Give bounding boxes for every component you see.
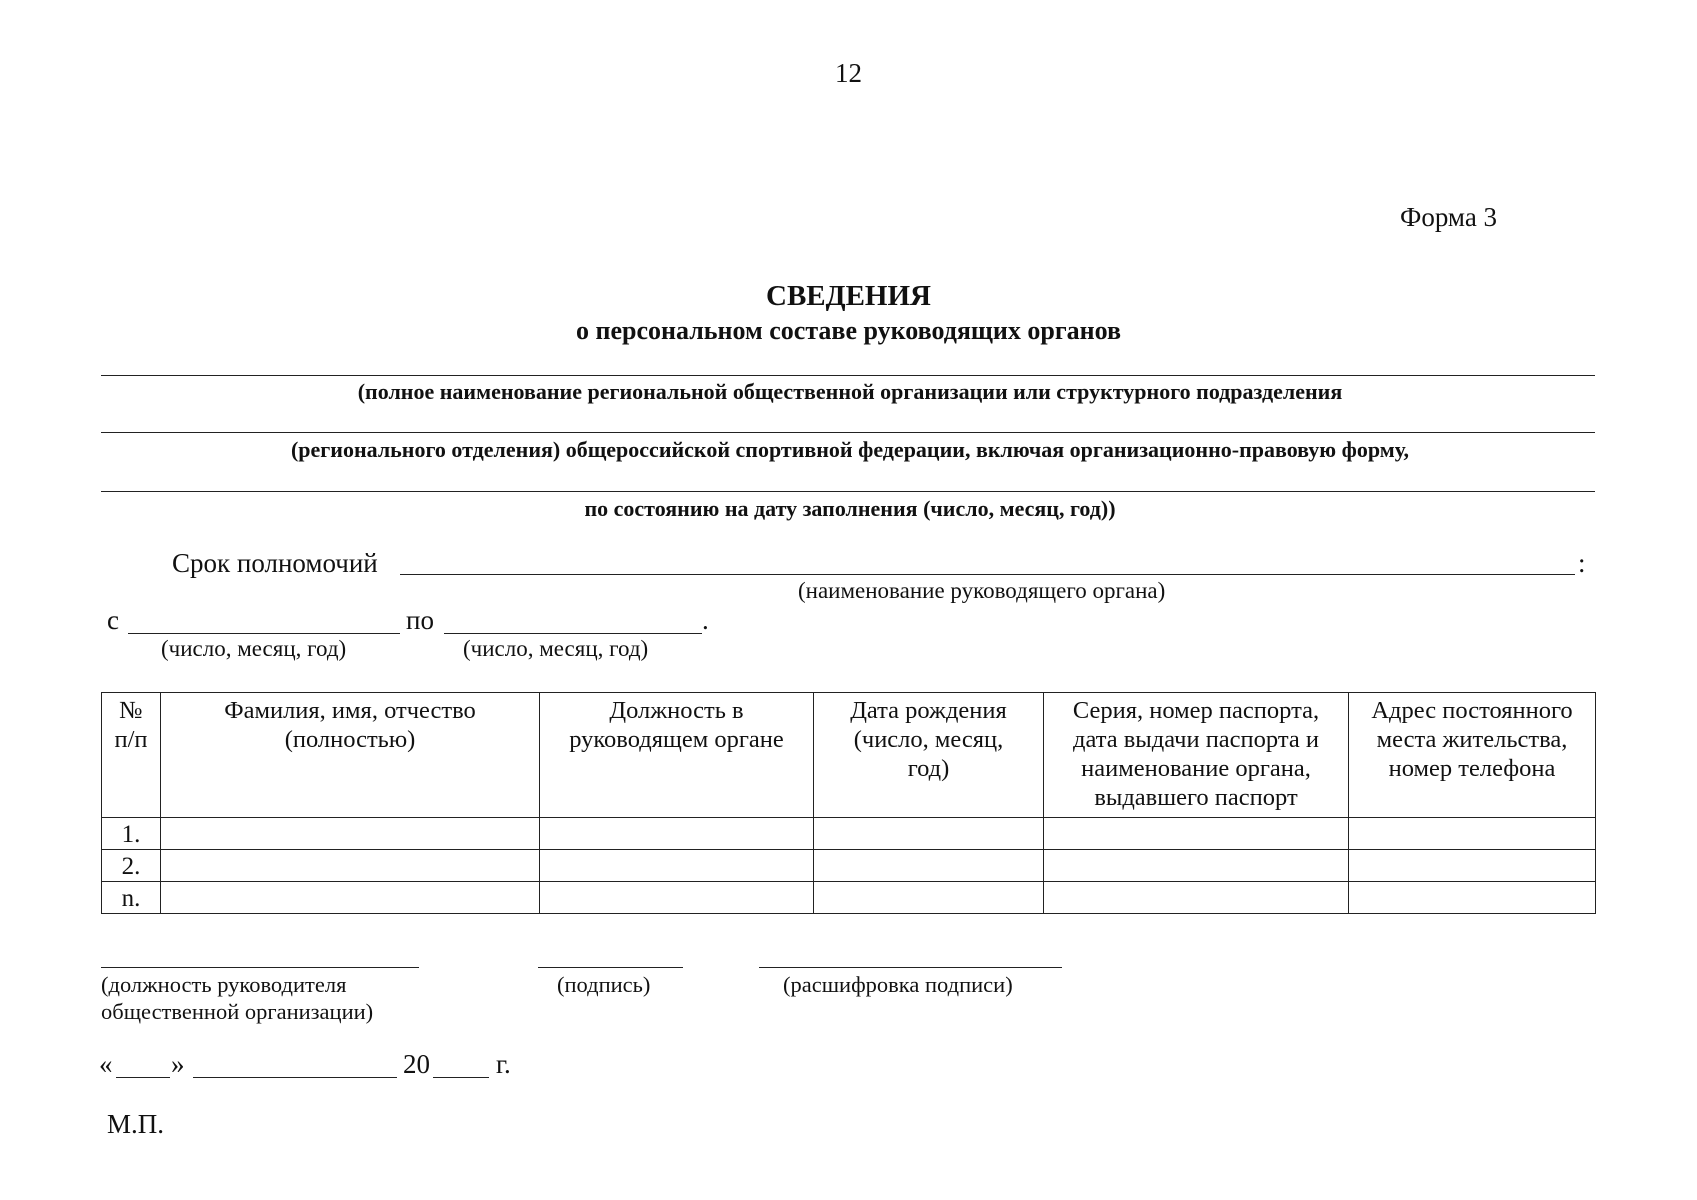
- birth-date-cell[interactable]: [814, 850, 1044, 882]
- governing-body-field[interactable]: [400, 574, 1575, 575]
- date-year-suffix: г.: [496, 1049, 511, 1079]
- position-cell[interactable]: [540, 818, 814, 850]
- column-header-position: Должность в руководящем органе: [540, 693, 814, 818]
- to-date-caption: (число, месяц, год): [463, 636, 649, 661]
- document-title: СВЕДЕНИЯ: [766, 280, 931, 312]
- table-header-row: [102, 693, 1596, 818]
- column-header-passport: Серия, номер паспорта, дата выдачи паспорта и наименование органа, выдавшего паспорт: [1044, 693, 1349, 818]
- date-day-field[interactable]: [116, 1077, 170, 1078]
- address-cell[interactable]: [1349, 850, 1596, 882]
- document-subtitle: о персональном составе руководящих органов: [575, 316, 1122, 345]
- signature-decode-field[interactable]: [759, 967, 1062, 968]
- term-label: Срок полномочий: [172, 548, 378, 578]
- birth-date-cell[interactable]: [814, 882, 1044, 914]
- from-date-caption: (число, месяц, год): [161, 636, 347, 661]
- from-label: с: [107, 605, 119, 635]
- row-number: 2.: [102, 850, 161, 882]
- passport-cell[interactable]: [1044, 850, 1349, 882]
- governing-body-caption: (наименование руководящего органа): [798, 578, 1166, 603]
- stamp-placeholder: М.П.: [107, 1109, 165, 1139]
- org-caption-line-3: по состоянию на дату заполнения (число, месяц, год)): [584, 496, 1116, 521]
- column-header-number: № п/п: [102, 693, 161, 818]
- passport-cell[interactable]: [1044, 818, 1349, 850]
- to-label: по: [406, 605, 434, 635]
- org-name-line-1[interactable]: [101, 375, 1595, 376]
- org-caption-line-2: (регионального отделения) общероссийской спортивной федерации, включая организационно-правовую форму,: [290, 437, 1410, 462]
- birth-date-cell[interactable]: [814, 818, 1044, 850]
- column-header-birth-date: Дата рождения (число, месяц, год): [814, 693, 1044, 818]
- term-colon: :: [1578, 548, 1586, 578]
- period-mark: .: [702, 605, 709, 635]
- address-cell[interactable]: [1349, 818, 1596, 850]
- row-number: n.: [102, 882, 161, 914]
- full-name-cell[interactable]: [161, 850, 540, 882]
- org-caption-line-1: (полное наименование региональной общественной организации или структурного подразделения: [357, 379, 1343, 404]
- table-row: [102, 882, 1596, 914]
- table-row: [102, 850, 1596, 882]
- row-number: 1.: [102, 818, 161, 850]
- date-open-quote: «: [99, 1049, 113, 1079]
- page-number: 12: [835, 58, 862, 88]
- date-year-field[interactable]: [433, 1077, 489, 1078]
- address-cell[interactable]: [1349, 882, 1596, 914]
- table-row: [102, 818, 1596, 850]
- passport-cell[interactable]: [1044, 882, 1349, 914]
- full-name-cell[interactable]: [161, 882, 540, 914]
- org-name-line-3[interactable]: [101, 491, 1595, 492]
- form-label: Форма 3: [1400, 202, 1498, 232]
- date-century: 20: [403, 1049, 430, 1079]
- position-cell[interactable]: [540, 882, 814, 914]
- org-name-line-2[interactable]: [101, 432, 1595, 433]
- date-close-quote: »: [171, 1049, 185, 1079]
- column-header-full-name: Фамилия, имя, отчество (полностью): [161, 693, 540, 818]
- full-name-cell[interactable]: [161, 818, 540, 850]
- signature-caption: (подпись): [557, 972, 651, 997]
- position-caption-line-1: (должность руководителя: [101, 972, 347, 997]
- position-cell[interactable]: [540, 850, 814, 882]
- signature-decode-caption: (расшифровка подписи): [783, 972, 1013, 997]
- to-date-field[interactable]: [444, 633, 702, 634]
- position-field[interactable]: [101, 967, 419, 968]
- column-header-address: Адрес постоянного места жительства, номер телефона: [1349, 693, 1596, 818]
- date-month-field[interactable]: [193, 1077, 397, 1078]
- position-caption-line-2: общественной организации): [101, 999, 374, 1024]
- signature-field[interactable]: [538, 967, 683, 968]
- persons-table: [101, 692, 1596, 914]
- from-date-field[interactable]: [128, 633, 400, 634]
